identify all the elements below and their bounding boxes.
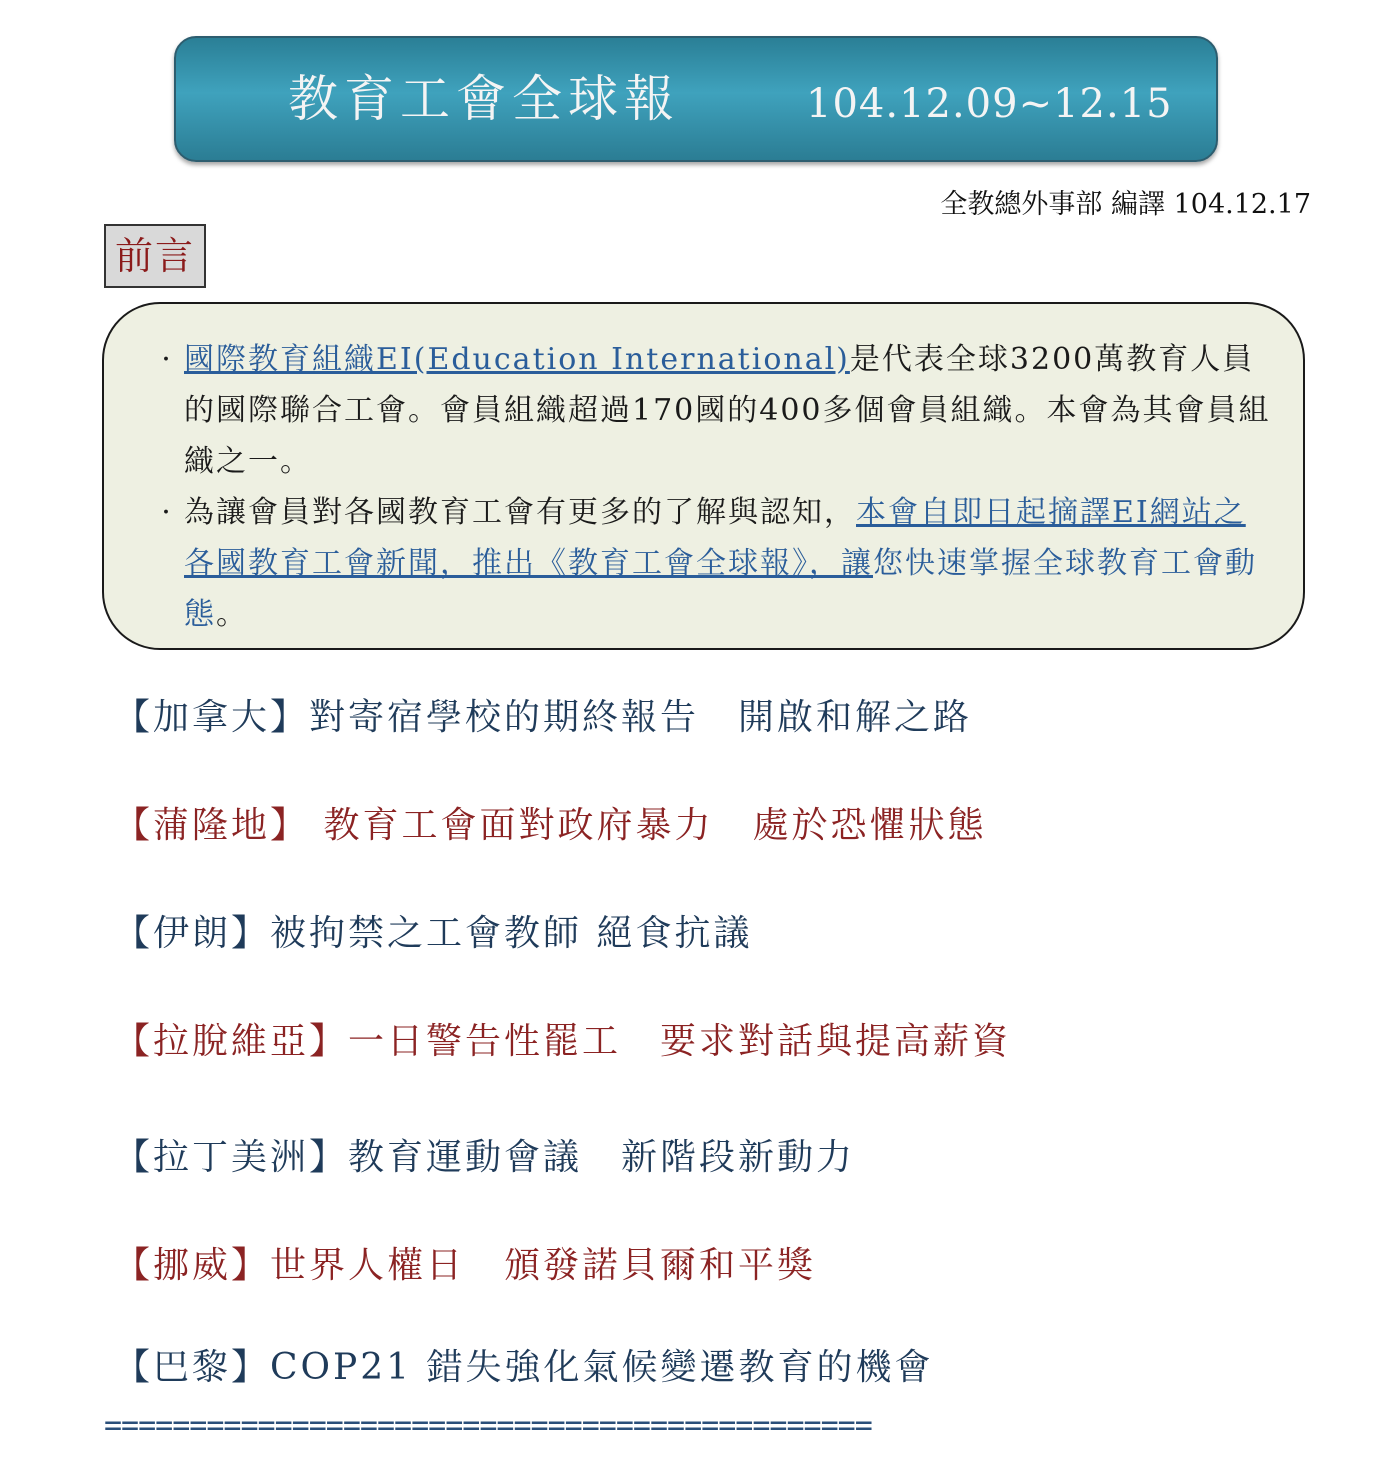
intro-bullet-1 [152,334,1272,487]
headline-paris[interactable]: 【巴黎】COP21 錯失強化氣候變遷教育的機會 [114,1347,934,1388]
headline-burundi[interactable]: 【蒲隆地】 教育工會面對政府暴力 處於恐懼狀態 [114,805,987,846]
headline-latvia[interactable]: 【拉脫維亞】一日警告性罷工 要求對話與提高薪資 [114,1021,1012,1062]
title-banner [174,36,1218,162]
byline: 全教總外事部 編譯 104.12.17 [940,189,1311,220]
headline-iran[interactable]: 【伊朗】被拘禁之工會教師 絕食抗議 [114,913,753,954]
bullet-dot-icon: · [161,342,171,377]
headline-norway[interactable]: 【挪威】世界人權日 頒發諾貝爾和平獎 [114,1245,817,1286]
newsletter-title: 教育工會全球報 [288,70,680,128]
newsletter-intro-link[interactable]: 本會自即日起摘譯EI網站之各國教育工會新聞，推出《教育工會全球報》，讓 [184,495,1246,581]
headline-latin-america[interactable]: 【拉丁美洲】教育運動會議 新階段新動力 [114,1137,856,1178]
intro-box [102,302,1305,650]
divider-line: ============================================= [104,1408,872,1443]
intro-heading: 前言 [104,224,206,288]
ei-link[interactable]: 國際教育組織EI(Education International) [184,342,850,377]
bullet-2-tail-text: 您快速掌握全球教育工會動態 [184,546,1257,632]
bullet-dot-icon: · [161,495,171,530]
newsletter-date-range: 104.12.09~12.15 [806,81,1173,127]
headline-canada[interactable]: 【加拿大】對寄宿學校的期終報告 開啟和解之路 [114,697,973,738]
bullet-1-text: 是代表全球3200萬教育人員的國際聯合工會。會員組織超過170國的400多個會員組織。本會為其會員組織之一。 [184,342,1271,479]
bullet-2-lead-text: 為讓會員對各國教育工會有更多的了解與認知， [184,495,856,530]
bullet-2-tail-end: 。 [216,597,248,632]
intro-bullet-2 [152,487,1272,640]
